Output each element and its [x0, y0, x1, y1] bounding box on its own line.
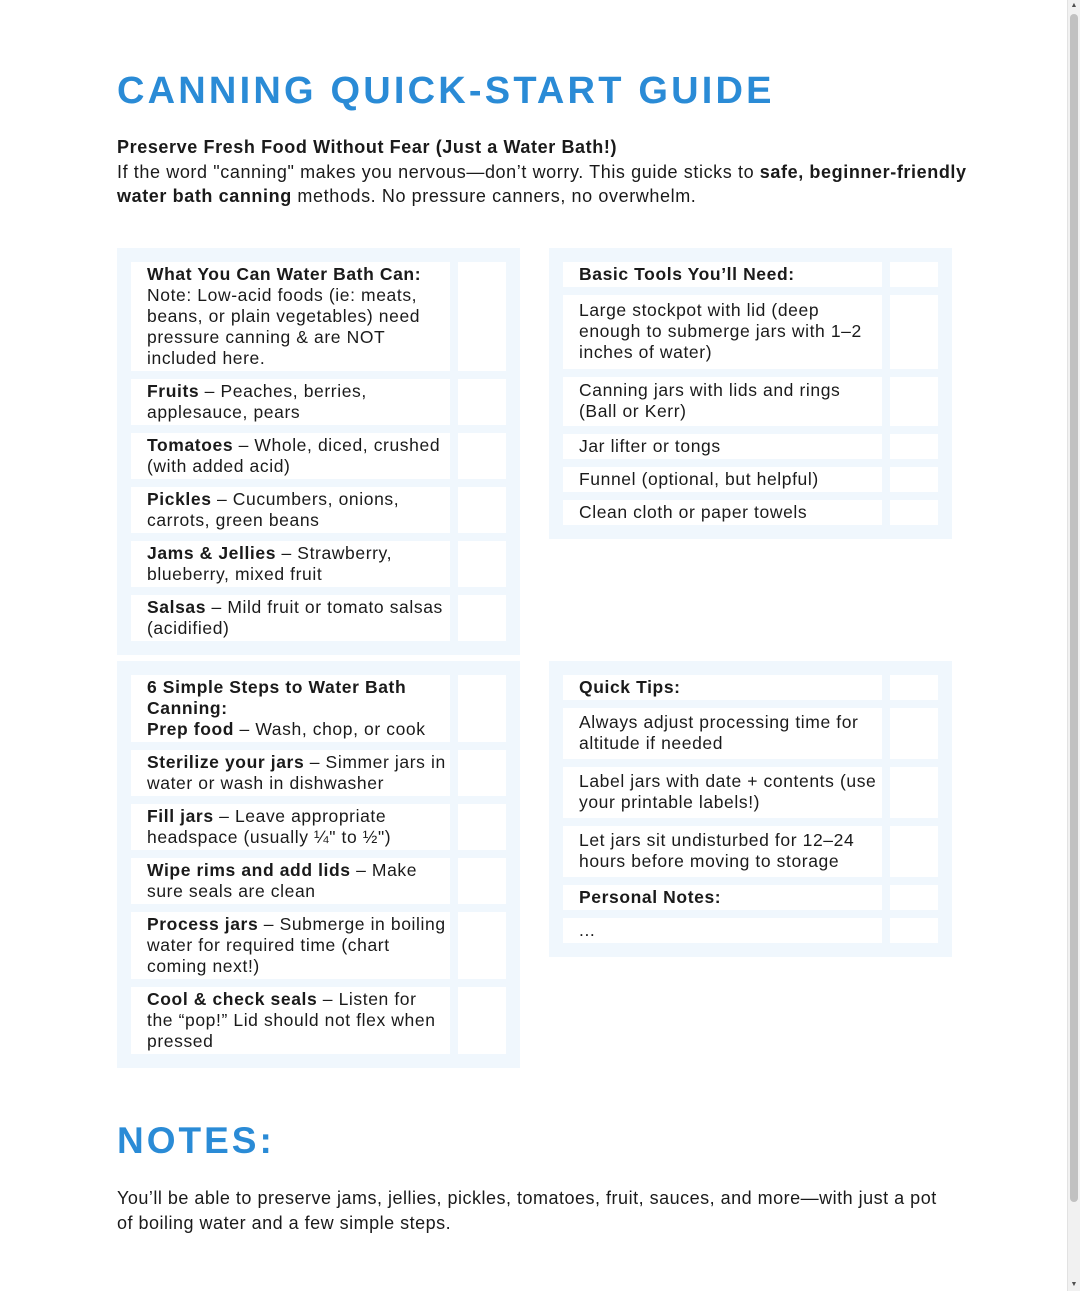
item-bold: Fruits — [147, 381, 200, 401]
checkbox[interactable] — [458, 541, 506, 587]
notes-title: NOTES: — [117, 1120, 275, 1161]
steps-heading: 6 Simple Steps to Water Bath Canning: — [147, 677, 407, 718]
intro-subtitle: Preserve Fresh Food Without Fear (Just a Water Bath!) — [117, 137, 618, 157]
intro-body-bold: safe, beginner-friendly water bath canning — [117, 161, 967, 206]
checkbox[interactable] — [458, 595, 506, 641]
scrollbar-thumb[interactable] — [1070, 14, 1078, 1202]
checkbox[interactable] — [890, 675, 938, 700]
tools-heading-cell — [563, 262, 882, 287]
step-bold: Prep food — [147, 719, 235, 739]
step-bold: Sterilize your jars — [147, 752, 305, 772]
table-row — [563, 675, 938, 700]
scroll-up-icon[interactable]: ▲ — [1070, 2, 1078, 9]
steps-card — [117, 661, 520, 1068]
table-row — [563, 434, 938, 459]
table-row — [563, 826, 938, 877]
tools-item: Clean cloth or paper towels — [563, 500, 882, 525]
checkbox[interactable] — [458, 379, 506, 425]
steps-heading-cell — [131, 675, 450, 742]
step-bold: Wipe rims and add lids — [147, 860, 351, 880]
table-row — [563, 467, 938, 492]
checkbox[interactable] — [890, 295, 938, 369]
item-bold: Salsas — [147, 597, 207, 617]
table-row — [131, 750, 506, 796]
checkbox[interactable] — [458, 750, 506, 796]
checkbox[interactable] — [458, 858, 506, 904]
what-can-heading: What You Can Water Bath Can: — [147, 264, 422, 284]
checkbox[interactable] — [890, 262, 938, 287]
tools-heading: Basic Tools You’ll Need: — [579, 264, 795, 284]
table-row — [131, 487, 506, 533]
table-row — [131, 595, 506, 641]
checkbox[interactable] — [458, 912, 506, 979]
step-bold: Cool & check seals — [147, 989, 318, 1009]
checkbox[interactable] — [890, 918, 938, 943]
item-text: – Strawberry, blueberry, mixed fruit — [147, 543, 393, 584]
table-row — [131, 433, 506, 479]
what-can-item — [131, 541, 450, 587]
table-row — [131, 541, 506, 587]
steps-item — [131, 858, 450, 904]
item-bold: Pickles — [147, 489, 212, 509]
item-text: – Peaches, berries, applesauce, pears — [147, 381, 367, 422]
item-text: – Whole, diced, crushed (with added acid) — [147, 435, 441, 476]
personal-notes-heading: Personal Notes: — [579, 887, 722, 907]
step-text: – Simmer jars in water or wash in dishwasher — [147, 752, 446, 793]
step-bold: Fill jars — [147, 806, 214, 826]
table-row — [563, 767, 938, 818]
table-row — [131, 987, 506, 1054]
tools-item: Large stockpot with lid (deep enough to submerge jars with 1–2 inches of water) — [563, 295, 882, 369]
what-can-card — [117, 248, 520, 655]
table-row — [563, 918, 938, 943]
what-can-item — [131, 487, 450, 533]
tips-item: Let jars sit undisturbed for 12–24 hours before moving to storage — [563, 826, 882, 877]
checkbox[interactable] — [458, 433, 506, 479]
checkbox[interactable] — [458, 487, 506, 533]
checkbox[interactable] — [458, 987, 506, 1054]
step-text: – Leave appropriate headspace (usually ¼" to ½") — [147, 806, 392, 847]
table-row — [563, 377, 938, 426]
table-row — [563, 262, 938, 287]
table-row — [563, 500, 938, 525]
steps-item — [131, 750, 450, 796]
table-row — [131, 675, 506, 742]
step-text: – Listen for the “pop!” Lid should not flex when pressed — [147, 989, 436, 1051]
step-text: – Submerge in boiling water for required time (chart coming next!) — [147, 914, 446, 976]
checkbox[interactable] — [458, 675, 506, 742]
intro-body — [117, 162, 967, 207]
checkbox[interactable] — [458, 262, 506, 371]
tips-heading: Quick Tips: — [579, 677, 681, 697]
tips-heading-cell — [563, 675, 882, 700]
what-can-heading-cell — [131, 262, 450, 371]
page-title: CANNING QUICK-START GUIDE — [117, 70, 775, 112]
tips-item: Label jars with date + contents (use your printable labels!) — [563, 767, 882, 818]
intro-body-end: methods. No pressure canners, no overwhelm. — [291, 186, 697, 206]
step-bold: Process jars — [147, 914, 259, 934]
tools-item: Canning jars with lids and rings (Ball or Kerr) — [563, 377, 882, 426]
step-text: – Make sure seals are clean — [147, 860, 418, 901]
table-row — [131, 262, 506, 371]
tools-item: Jar lifter or tongs — [563, 434, 882, 459]
checkbox[interactable] — [890, 708, 938, 759]
what-can-item — [131, 595, 450, 641]
checkbox[interactable] — [890, 434, 938, 459]
item-bold: Tomatoes — [147, 435, 234, 455]
scroll-down-icon[interactable]: ▼ — [1070, 1281, 1078, 1288]
vertical-scrollbar[interactable] — [1067, 0, 1080, 1291]
steps-item — [131, 987, 450, 1054]
checkbox[interactable] — [890, 500, 938, 525]
what-can-item — [131, 433, 450, 479]
step-text: – Wash, chop, or cook — [234, 719, 426, 739]
table-row — [131, 912, 506, 979]
table-row — [131, 858, 506, 904]
tools-item: Funnel (optional, but helpful) — [563, 467, 882, 492]
checkbox[interactable] — [890, 826, 938, 877]
checkbox[interactable] — [458, 804, 506, 850]
what-can-item — [131, 379, 450, 425]
table-row — [563, 295, 938, 369]
personal-notes-heading-cell — [563, 885, 882, 910]
table-row — [131, 804, 506, 850]
intro-body-start: If the word "canning" makes you nervous—don’t worry. This guide sticks to — [117, 161, 760, 182]
notes-body: You’ll be able to preserve jams, jellies, pickles, tomatoes, fruit, sauces, and more—with just a pot of boiling water and a few simple steps. — [117, 1188, 937, 1233]
tools-card — [549, 248, 952, 539]
checkbox[interactable] — [890, 885, 938, 910]
table-row — [131, 379, 506, 425]
tips-card — [549, 661, 952, 957]
steps-item — [131, 912, 450, 979]
table-row — [563, 708, 938, 759]
tips-item: Always adjust processing time for altitude if needed — [563, 708, 882, 759]
intro — [117, 135, 977, 209]
table-row — [563, 885, 938, 910]
item-text: – Mild fruit or tomato salsas (acidified) — [147, 597, 443, 638]
item-text: – Cucumbers, onions, carrots, green beans — [147, 489, 400, 530]
item-bold: Jams & Jellies — [147, 543, 277, 563]
checkbox[interactable] — [890, 767, 938, 818]
steps-item — [131, 804, 450, 850]
what-can-note: Note: Low-acid foods (ie: meats, beans, or plain vegetables) need pressure canning & are NOT included here. — [147, 285, 421, 368]
personal-notes-field[interactable]: ... — [563, 918, 882, 943]
checkbox[interactable] — [890, 377, 938, 426]
checkbox[interactable] — [890, 467, 938, 492]
